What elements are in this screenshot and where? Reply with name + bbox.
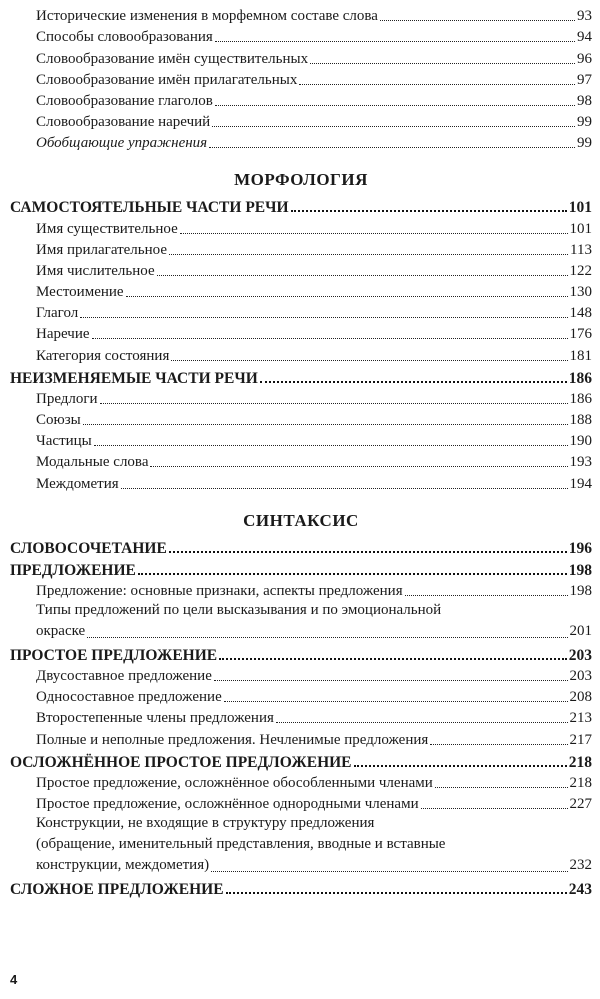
- toc-entry[interactable]: Полные и неполные предложения. Нечленимые предложения 217: [36, 731, 592, 748]
- toc-entry[interactable]: Односоставное предложение 208: [36, 689, 592, 706]
- toc-entry-multiline[interactable]: Типы предложений по цели высказывания и по эмоциональной окраске 201: [36, 601, 592, 639]
- toc-entry[interactable]: Междометия 194: [36, 475, 592, 492]
- toc-section-complex-sentence[interactable]: СЛОЖНОЕ ПРЕДЛОЖЕНИЕ 243: [10, 880, 592, 898]
- page-number: 4: [10, 972, 18, 987]
- toc-section-complicated-sentence[interactable]: ОСЛОЖНЁННОЕ ПРОСТОЕ ПРЕДЛОЖЕНИЕ 218: [10, 753, 592, 771]
- toc-entry[interactable]: Имя числительное 122: [36, 262, 592, 279]
- toc-entry[interactable]: Имя существительное 101: [36, 220, 592, 237]
- toc-entry-exercises[interactable]: Обобщающие упражнения 99: [36, 135, 592, 152]
- toc-entry[interactable]: Глагол 148: [36, 305, 592, 322]
- toc-entry[interactable]: Исторические изменения в морфемном составе слова 93: [36, 8, 592, 25]
- toc-section-independent-parts[interactable]: САМОСТОЯТЕЛЬНЫЕ ЧАСТИ РЕЧИ 101: [10, 199, 592, 217]
- toc-entry[interactable]: Категория состояния 181: [36, 347, 592, 364]
- toc-entry[interactable]: Простое предложение, осложнённое однородными членами 227: [36, 795, 592, 812]
- toc-entry[interactable]: Частицы 190: [36, 433, 592, 450]
- syntax-heading: СИНТАКСИС: [243, 510, 359, 530]
- toc-section-invariable-parts[interactable]: НЕИЗМЕНЯЕМЫЕ ЧАСТИ РЕЧИ 186: [10, 369, 592, 387]
- toc-entry[interactable]: Простое предложение, осложнённое обособленными членами 218: [36, 774, 592, 791]
- toc-entry[interactable]: Двусоставное предложение 203: [36, 667, 592, 684]
- toc-entry[interactable]: Словообразование наречий 99: [36, 114, 592, 131]
- table-of-contents: [10, 4, 592, 898]
- toc-section-phrase[interactable]: СЛОВОСОЧЕТАНИЕ 196: [10, 539, 592, 557]
- toc-entry-multiline[interactable]: Конструкции, не входящие в структуру предложения (обращение, именительный представления, вводные и вставные конструкции, междометия) 232: [36, 814, 592, 873]
- toc-section-simple-sentence[interactable]: ПРОСТОЕ ПРЕДЛОЖЕНИЕ 203: [10, 646, 592, 664]
- toc-entry[interactable]: Словообразование глаголов 98: [36, 92, 592, 109]
- toc-entry[interactable]: Словообразование имён существительных 96: [36, 50, 592, 67]
- toc-entry[interactable]: Предложение: основные признаки, аспекты предложения 198: [36, 582, 592, 599]
- toc-entry[interactable]: Наречие 176: [36, 326, 592, 343]
- toc-entry[interactable]: Способы словообразования 94: [36, 29, 592, 46]
- morphology-heading: МОРФОЛОГИЯ: [234, 170, 368, 190]
- toc-entry[interactable]: Предлоги 186: [36, 390, 592, 407]
- toc-entry[interactable]: Второстепенные члены предложения 213: [36, 710, 592, 727]
- toc-entry[interactable]: Модальные слова 193: [36, 454, 592, 471]
- toc-entry[interactable]: Союзы 188: [36, 412, 592, 428]
- toc-entry[interactable]: Имя прилагательное 113: [36, 241, 592, 258]
- toc-section-sentence[interactable]: ПРЕДЛОЖЕНИЕ 198: [10, 561, 592, 579]
- toc-entry[interactable]: Словообразование имён прилагательных 97: [36, 71, 592, 88]
- toc-entry[interactable]: Местоимение 130: [36, 284, 592, 301]
